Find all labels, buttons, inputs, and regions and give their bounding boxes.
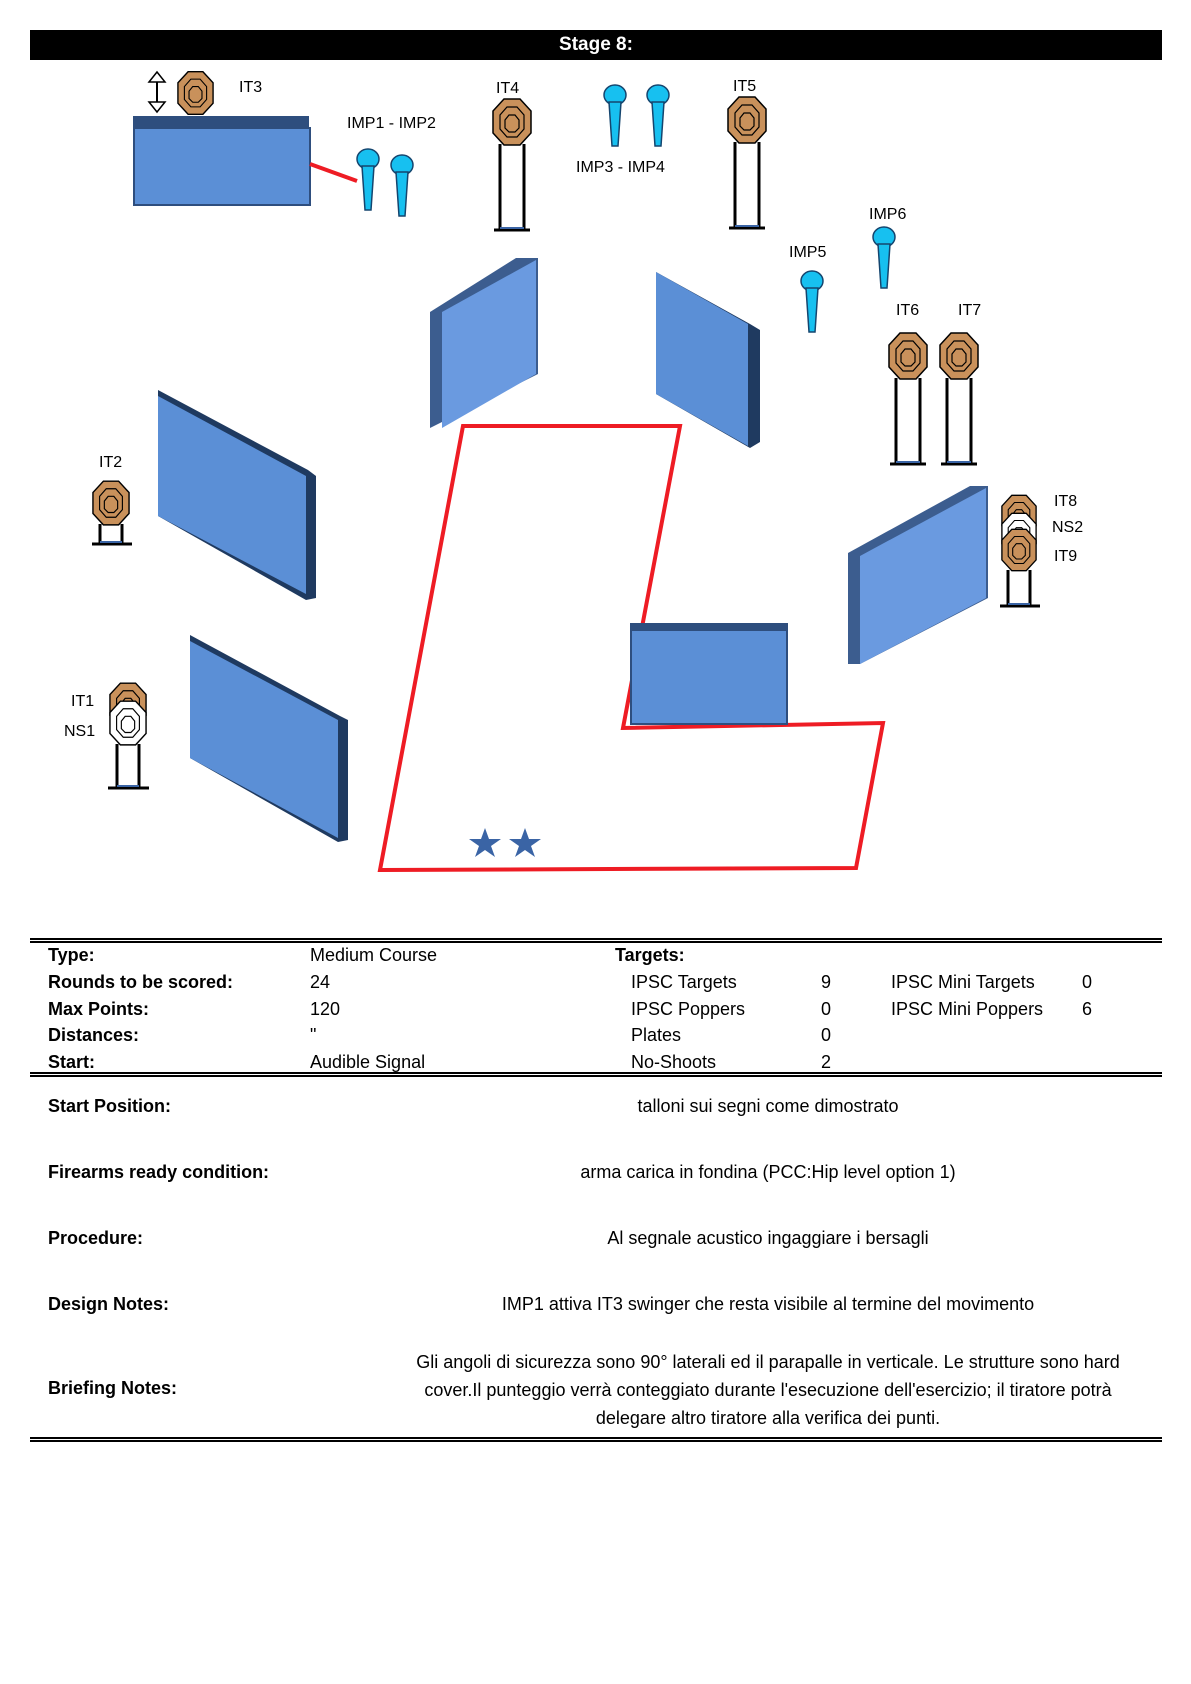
- targets-label: Targets:: [615, 945, 685, 965]
- start-position-value: talloni sui segni come dimostrato: [637, 1096, 899, 1116]
- wall-left-upper: [158, 390, 316, 600]
- ipsc-poppers-value: 0: [821, 999, 832, 1019]
- wall-center-left: [430, 258, 538, 428]
- stage-diagram: [0, 60, 1191, 940]
- wall-center-box: [630, 623, 788, 724]
- ipsc-targets-value: 9: [821, 972, 832, 992]
- stand-it4: [494, 144, 530, 230]
- briefing-notes-value: [348, 1348, 1188, 1432]
- separator-top: [30, 938, 1162, 943]
- stage-title: Stage 8:: [30, 30, 1162, 60]
- noshoots-label: No-Shoots: [631, 1052, 717, 1072]
- label-it2: IT2: [99, 454, 123, 471]
- wall-right: [848, 486, 988, 664]
- ipsc-targets-label: IPSC Targets: [631, 972, 737, 992]
- label-it7: IT7: [958, 302, 982, 319]
- label-imp6: IMP6: [869, 206, 907, 223]
- briefing-notes-label: Briefing Notes:: [48, 1378, 178, 1398]
- label-it1: IT1: [71, 693, 95, 710]
- label-ns2: NS2: [1052, 519, 1084, 536]
- distances-value: ": [310, 1025, 317, 1045]
- briefing-line-1: Gli angoli di sicurezza sono 90° laterali ed il parapalle in verticale. Le strutture sono hard: [416, 1352, 1120, 1372]
- briefing-line-3: delegare altro tiratore alla verifica dei punti.: [595, 1408, 941, 1428]
- label-it3: IT3: [239, 79, 263, 96]
- stand-it8-it9: [1000, 570, 1040, 606]
- stand-it2: [92, 524, 132, 544]
- popper-imp4: [647, 85, 669, 146]
- label-it6: IT6: [896, 302, 920, 319]
- noshoot-ns1: [110, 701, 146, 745]
- label-it5: IT5: [733, 78, 757, 95]
- popper-imp3: [604, 85, 626, 146]
- label-imp3-imp4: IMP3 - IMP4: [576, 159, 665, 176]
- label-it8: IT8: [1054, 493, 1078, 510]
- stand-it1: [108, 744, 149, 788]
- type-label: Type:: [48, 945, 95, 965]
- target-it3: [178, 72, 213, 115]
- popper-imp6: [873, 227, 895, 288]
- star-icon: [469, 828, 501, 857]
- target-it5: [728, 97, 766, 143]
- label-imp1-imp2: IMP1 - IMP2: [347, 115, 436, 132]
- wall-top-left-box: [133, 116, 310, 205]
- mini-poppers-value: 6: [1082, 999, 1093, 1019]
- max-points-label: Max Points:: [48, 999, 150, 1019]
- design-notes-value: IMP1 attiva IT3 swinger che resta visibile al termine del movimento: [501, 1294, 1035, 1314]
- max-points-value: 120: [310, 999, 341, 1019]
- popper-imp1: [357, 149, 379, 210]
- popper-imp5: [801, 271, 823, 332]
- start-position-label: Start Position:: [48, 1096, 172, 1116]
- plates-label: Plates: [631, 1025, 682, 1045]
- start-value: Audible Signal: [310, 1052, 426, 1072]
- swinger-activation-line: [310, 164, 357, 181]
- briefing-line-2: cover.Il punteggio verrà conteggiato durante l'esecuzione dell'esercizio; il tiratore potrà: [424, 1380, 1112, 1400]
- double-arrow-icon: [149, 72, 165, 112]
- distances-label: Distances:: [48, 1025, 140, 1045]
- target-it4: [493, 99, 531, 145]
- stand-it7: [941, 378, 977, 464]
- firearms-label: Firearms ready condition:: [48, 1162, 270, 1182]
- target-it6: [889, 333, 927, 379]
- procedure-label: Procedure:: [48, 1228, 144, 1248]
- wall-center-right: [656, 272, 760, 448]
- firearms-value: arma carica in fondina (PCC:Hip level option 1): [580, 1162, 956, 1182]
- rounds-value: 24: [310, 972, 331, 992]
- rounds-label: Rounds to be scored:: [48, 972, 234, 992]
- target-it9: [1002, 529, 1036, 570]
- stand-it5: [729, 142, 765, 228]
- type-value: Medium Course: [310, 945, 438, 965]
- noshoots-value: 2: [821, 1052, 832, 1072]
- plates-value: 0: [821, 1025, 832, 1045]
- procedure-value: Al segnale acustico ingaggiare i bersagli: [607, 1228, 929, 1248]
- mini-targets-label: IPSC Mini Targets: [891, 972, 1035, 992]
- star-icon: [509, 828, 541, 857]
- stand-it6: [890, 378, 926, 464]
- mini-poppers-label: IPSC Mini Poppers: [891, 999, 1044, 1019]
- popper-imp2: [391, 155, 413, 216]
- separator-bottom: [30, 1437, 1162, 1442]
- ipsc-poppers-label: IPSC Poppers: [631, 999, 746, 1019]
- label-imp5: IMP5: [789, 244, 827, 261]
- label-ns1: NS1: [64, 723, 96, 740]
- mini-targets-value: 0: [1082, 972, 1093, 992]
- separator-middle: [30, 1072, 1162, 1077]
- target-it7: [940, 333, 978, 379]
- label-it4: IT4: [496, 80, 520, 97]
- start-label: Start:: [48, 1052, 96, 1072]
- design-notes-label: Design Notes:: [48, 1294, 170, 1314]
- target-it2: [93, 481, 129, 525]
- wall-left-lower: [190, 635, 348, 842]
- label-it9: IT9: [1054, 548, 1078, 565]
